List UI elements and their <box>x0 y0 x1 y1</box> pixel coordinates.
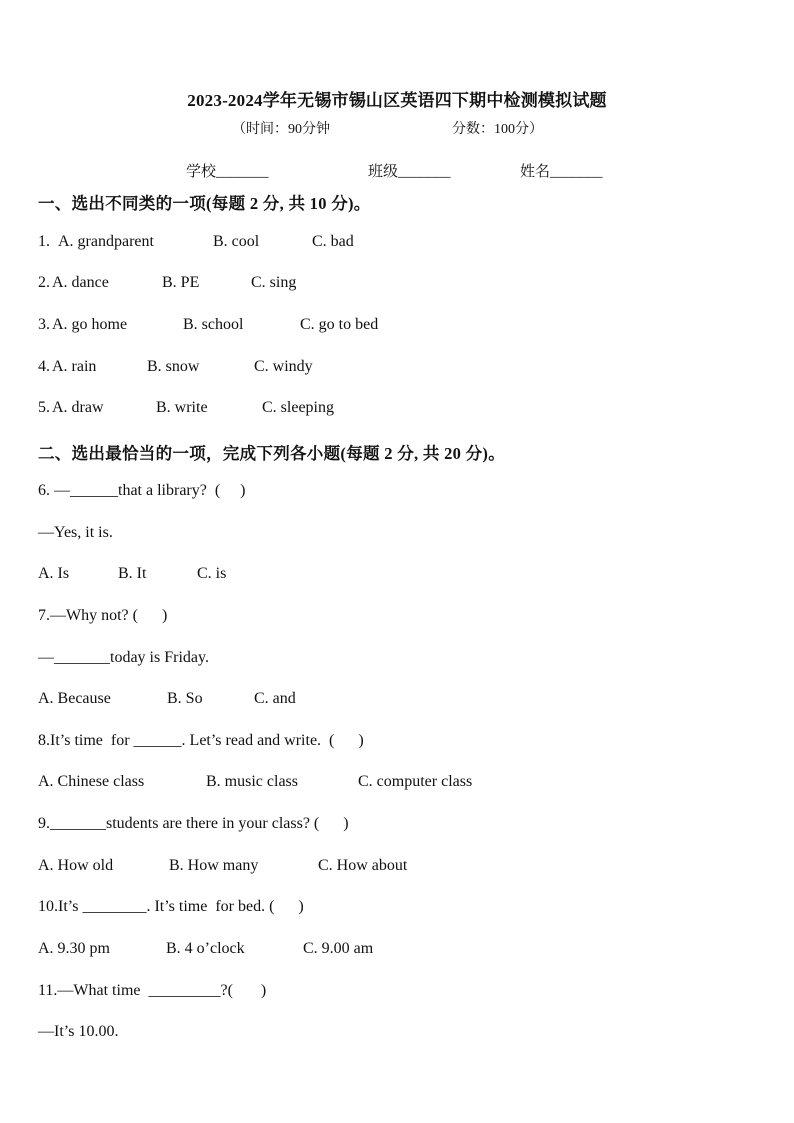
question-number: 5. <box>38 399 50 416</box>
option-c: C. is <box>197 565 227 582</box>
option-c: C. computer class <box>358 773 473 790</box>
option-a: A. dance <box>52 274 109 291</box>
question-4 <box>38 358 638 380</box>
question-number: 3. <box>38 316 50 333</box>
section1-heading: 一、选出不同类的一项(每题 2 分, 共 10 分)。 <box>38 194 371 213</box>
option-b: B. How many <box>169 857 259 874</box>
name-field: 姓名_______ <box>520 164 603 180</box>
exam-title: 2023-2024学年无锡市锡山区英语四下期中检测模拟试题 <box>187 91 607 110</box>
option-b: B. It <box>118 565 147 582</box>
question-7-options <box>38 690 638 712</box>
question-9-stem: 9._______students are there in your class? ( ) <box>38 815 349 832</box>
question-8-options <box>38 773 638 795</box>
option-c: C. 9.00 am <box>303 940 374 957</box>
option-a: A. rain <box>52 358 97 375</box>
class-field: 班级_______ <box>368 164 451 180</box>
question-number: 1. <box>38 233 54 250</box>
question-2 <box>38 274 638 296</box>
option-b: B. cool <box>213 233 260 250</box>
question-number: 4. <box>38 358 50 375</box>
option-b: B. So <box>167 690 203 707</box>
question-10-options <box>38 940 638 962</box>
option-a: A. go home <box>52 316 128 333</box>
option-c: C. windy <box>254 358 313 375</box>
question-9-options <box>38 857 638 879</box>
option-a: A. Is <box>38 565 70 582</box>
option-b: B. write <box>156 399 208 416</box>
question-5 <box>38 399 638 421</box>
question-11-stem: 11.—What time _________?( ) <box>38 982 267 999</box>
exam-score: 分数：100分） <box>452 122 543 137</box>
school-field: 学校_______ <box>186 164 269 180</box>
question-7-reply: —_______today is Friday. <box>38 649 209 666</box>
option-a: A. How old <box>38 857 114 874</box>
question-6-reply: —Yes, it is. <box>38 524 113 541</box>
option-b: B. school <box>183 316 244 333</box>
option-b: B. PE <box>162 274 200 291</box>
option-c: C. bad <box>312 233 354 250</box>
option-b: B. music class <box>206 773 298 790</box>
question-6-options <box>38 565 638 587</box>
option-c: C. go to bed <box>300 316 379 333</box>
exam-time: （时间：90分钟 <box>232 122 330 137</box>
question-7-stem: 7.—Why not? ( ) <box>38 607 168 624</box>
question-6-stem: 6. —______that a library? ( ) <box>38 482 246 499</box>
option-a: A. grandparent <box>58 233 154 250</box>
question-number: 2. <box>38 274 50 291</box>
section2-heading: 二、选出最恰当的一项，完成下列各小题(每题 2 分, 共 20 分)。 <box>38 444 505 463</box>
option-c: C. sing <box>251 274 297 291</box>
question-3 <box>38 316 638 338</box>
option-a: A. Chinese class <box>38 773 145 790</box>
question-8-stem: 8.It’s time for ______. Let’s read and write. ( ) <box>38 732 364 749</box>
option-b: B. snow <box>147 358 200 375</box>
question-10-stem: 10.It’s ________. It’s time for bed. ( ) <box>38 898 304 915</box>
option-c: C. and <box>254 690 296 707</box>
option-c: C. How about <box>318 857 408 874</box>
option-c: C. sleeping <box>262 399 334 416</box>
option-b: B. 4 o’clock <box>166 940 245 957</box>
question-11-reply: —It’s 10.00. <box>38 1023 119 1040</box>
option-a: A. draw <box>52 399 104 416</box>
option-a: A. 9.30 pm <box>38 940 110 957</box>
question-1 <box>38 233 638 255</box>
option-a: A. Because <box>38 690 111 707</box>
